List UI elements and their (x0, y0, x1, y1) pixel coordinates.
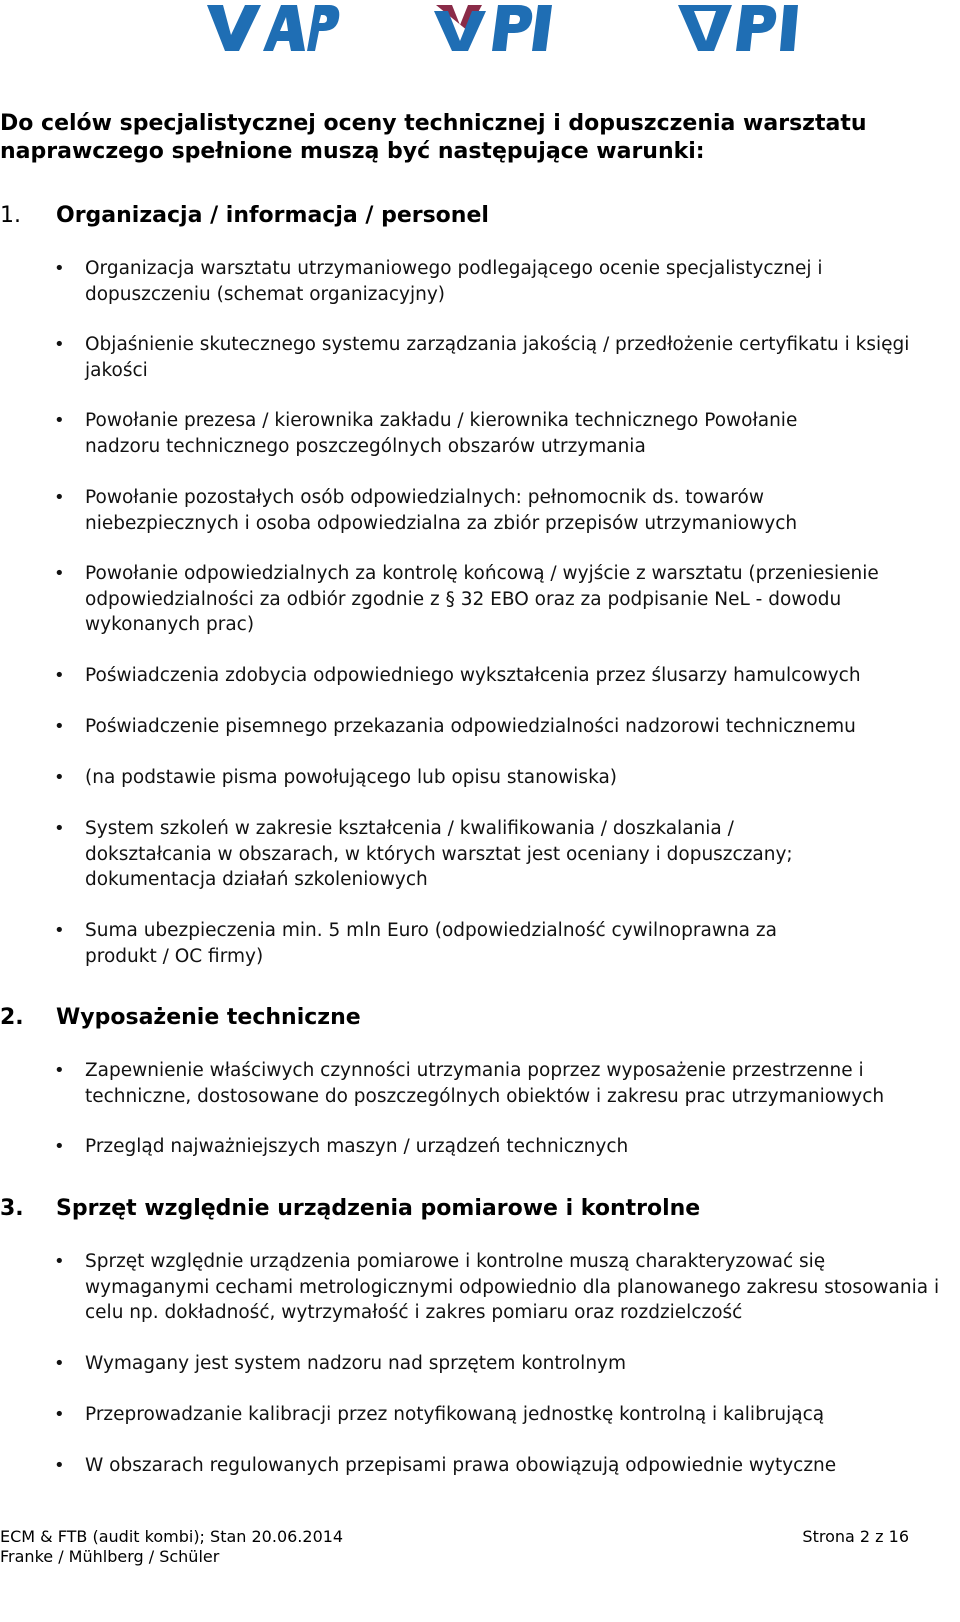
section-title-text: Organizacja / informacja / personel (56, 203, 489, 228)
footer-doc-info: ECM & FTB (audit kombi); Stan 20.06.2014 (0, 1527, 344, 1546)
list-item-text: System szkoleń w zakresie kształcenia / kwalifikowania / doszkalania / dokształcania w obszarach, w których warsztat jest oceniany i dopuszczany; dokumentacja działań szkoleniowych (85, 818, 793, 890)
section-3-title (0, 1195, 940, 1223)
list-item (54, 256, 945, 307)
bullet-icon: • (54, 920, 65, 941)
section-title-text: Wyposażenie techniczne (56, 1005, 361, 1030)
bullet-icon: • (54, 665, 65, 686)
list-item (54, 485, 875, 536)
list-item (54, 663, 945, 689)
bullet-icon: • (54, 334, 65, 355)
bullet-icon: • (54, 716, 65, 737)
list-item (54, 1402, 945, 1428)
list-item (54, 918, 845, 969)
page-header (0, 0, 960, 60)
list-item-text: Organizacja warsztatu utrzymaniowego podlegającego ocenie specjalistycznej i dopuszczeniu (schemat organizacyjny) (85, 258, 823, 305)
section-title-text: Sprzęt względnie urządzenia pomiarowe i kontrolne (56, 1196, 701, 1221)
section-number: 1. (0, 203, 21, 228)
list-item (54, 765, 945, 791)
list-item (54, 1134, 945, 1160)
bullet-icon: • (54, 1136, 65, 1157)
list-item-text: Przeprowadzanie kalibracji przez notyfikowaną jednostkę kontrolną i kalibrującą (85, 1404, 825, 1425)
intro-heading: Do celów specjalistycznej oceny technicznej i dopuszczenia warsztatu naprawczego spełnione muszą być następujące warunki: (0, 111, 867, 164)
list-item (54, 1249, 945, 1326)
section-number: 3. (0, 1196, 24, 1221)
section-number: 2. (0, 1005, 24, 1030)
list-item (54, 1351, 945, 1377)
list-item-text: Powołanie pozostałych osób odpowiedzialnych: pełnomocnik ds. towarów niebezpiecznych i osoba odpowiedzialna za zbiór przepisów utrzymaniowych (85, 487, 798, 534)
list-item-text: (na podstawie pisma powołującego lub opisu stanowiska) (85, 767, 618, 788)
bullet-icon: • (54, 1060, 65, 1081)
list-item-text: W obszarach regulowanych przepisami prawa obowiązują odpowiednie wytyczne (85, 1455, 837, 1476)
footer-authors: Franke / Mühlberg / Schüler (0, 1547, 220, 1566)
list-item (54, 1453, 945, 1479)
list-item-text: Poświadczenia zdobycia odpowiedniego wykształcenia przez ślusarzy hamulcowych (85, 665, 861, 686)
bullet-icon: • (54, 487, 65, 508)
bullet-icon: • (54, 1404, 65, 1425)
list-item (54, 816, 845, 893)
bullet-icon: • (54, 1353, 65, 1374)
bullet-icon: • (54, 258, 65, 279)
list-item-text: Zapewnienie właściwych czynności utrzymania poprzez wyposażenie przestrzenne i techniczne, dostosowane do poszczególnych obiektów i zakresu prac utrzymaniowych (85, 1060, 885, 1107)
list-item-text: Suma ubezpieczenia min. 5 mln Euro (odpowiedzialność cywilnoprawna za produkt / OC firmy) (85, 920, 777, 967)
bullet-icon: • (54, 818, 65, 839)
section-1-title (0, 202, 940, 230)
list-item-text: Powołanie prezesa / kierownika zakładu / kierownika technicznego Powołanie nadzoru technicznego poszczególnych obszarów utrzymania (85, 410, 798, 457)
list-item-text: Objaśnienie skutecznego systemu zarządzania jakością / przedłożenie certyfikatu i księgi jakości (85, 334, 910, 381)
bullet-icon: • (54, 563, 65, 584)
list-item (54, 561, 945, 638)
list-item-text: Wymagany jest system nadzoru nad sprzętem kontrolnym (85, 1353, 627, 1374)
list-item-text: Przegląd najważniejszych maszyn / urządzeń technicznych (85, 1136, 629, 1157)
page-number: Strona 2 z 16 (802, 1527, 909, 1546)
vpi-logo-burgundy (434, 3, 584, 53)
bullet-icon: • (54, 1455, 65, 1476)
vpi-logo (678, 3, 823, 53)
list-item (54, 408, 805, 459)
list-item (54, 1058, 945, 1109)
list-item-text: Sprzęt względnie urządzenia pomiarowe i kontrolne muszą charakteryzować się wymaganymi cechami metrologicznymi odpowiednio dla planowanego zakresu stosowania i celu np. dokładność, wytrzymałość i zakres pomiaru oraz rozdzielczość (85, 1251, 940, 1323)
list-item (54, 332, 945, 383)
list-item-text: Poświadczenie pisemnego przekazania odpowiedzialności nadzorowi technicznemu (85, 716, 856, 737)
section-2-title (0, 1004, 940, 1032)
bullet-icon: • (54, 410, 65, 431)
bullet-icon: • (54, 767, 65, 788)
bullet-icon: • (54, 1251, 65, 1272)
list-item-text: Powołanie odpowiedzialnych za kontrolę końcową / wyjście z warsztatu (przeniesienie odpowiedzialności za odbiór zgodnie z § 32 EBO oraz za podpisanie NeL - dowodu wykonanych prac) (85, 563, 879, 635)
list-item (54, 714, 945, 740)
page-footer (0, 1527, 960, 1567)
vap-logo (205, 3, 340, 53)
